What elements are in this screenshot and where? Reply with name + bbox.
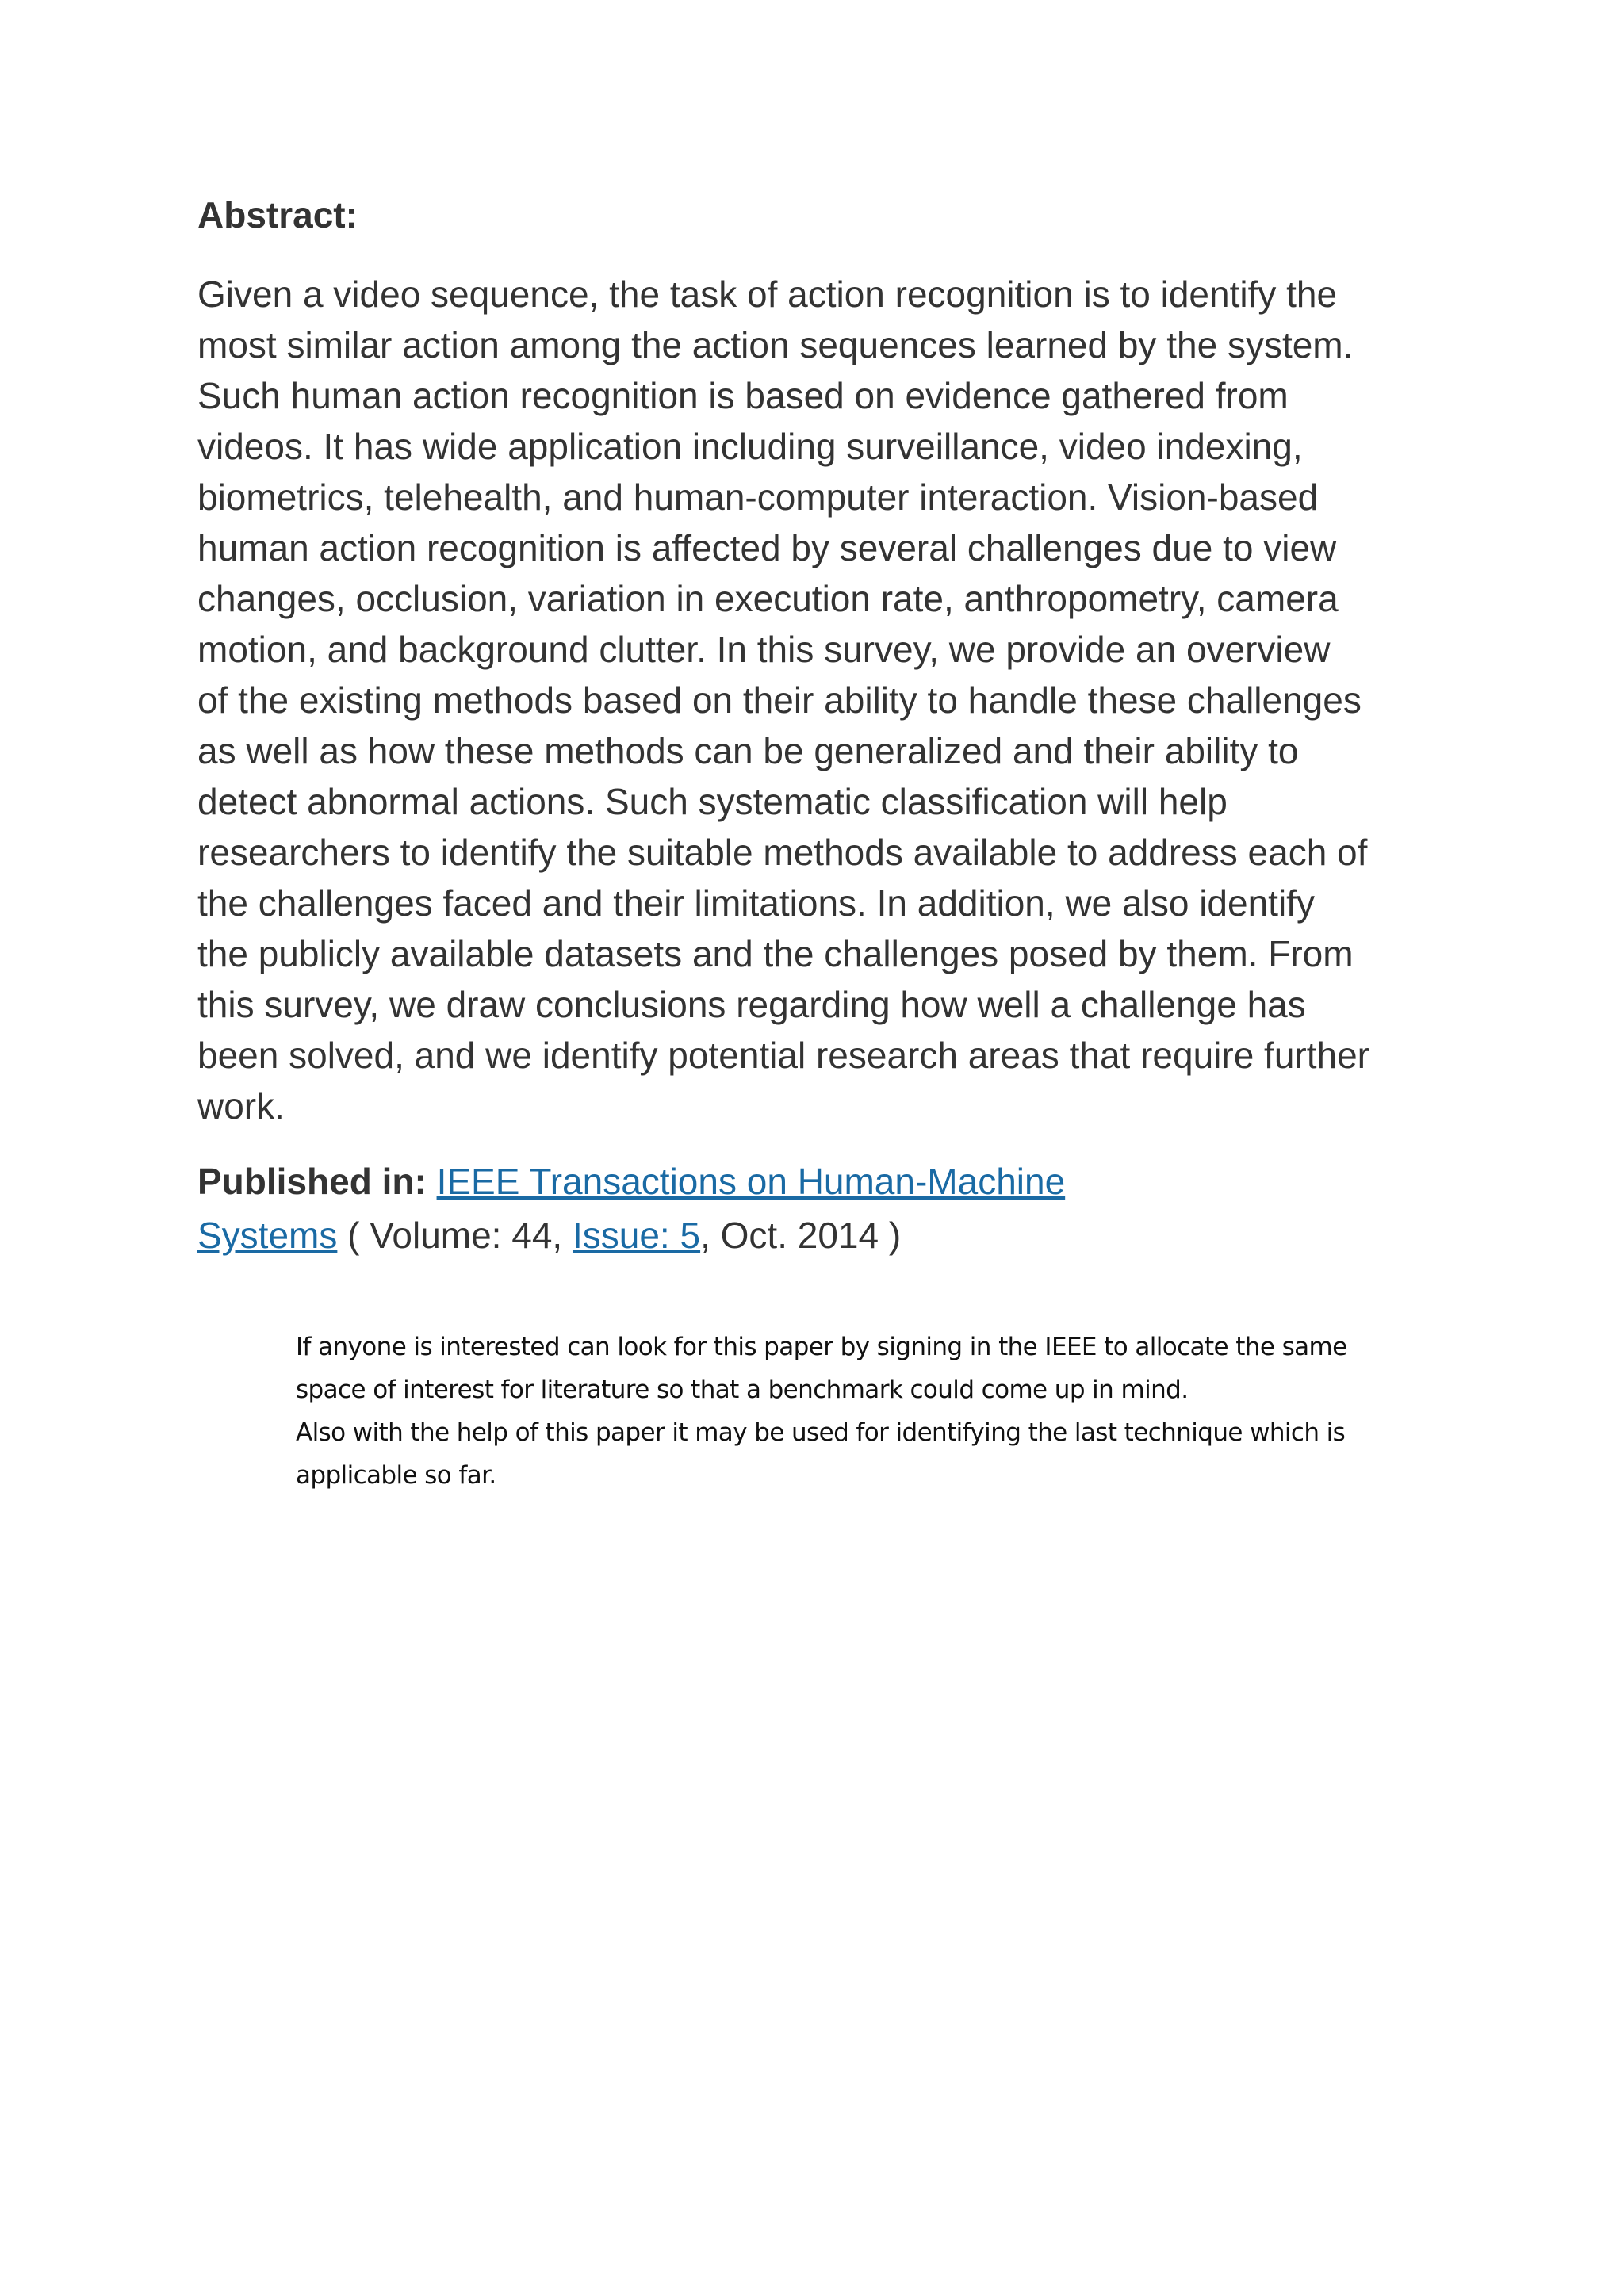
publication-line-1: [197, 1154, 1434, 1208]
note-line: Also with the help of this paper it may be used for identifying the last technique which is: [296, 1418, 1346, 1447]
abstract-line: been solved, and we identify potential research areas that require further: [197, 1035, 1369, 1076]
abstract-line: motion, and background clutter. In this survey, we provide an overview: [197, 629, 1331, 670]
abstract-line: changes, occlusion, variation in execution rate, anthropometry, camera: [197, 578, 1339, 619]
abstract-line: Such human action recognition is based on evidence gathered from: [197, 375, 1289, 416]
abstract-line: videos. It has wide application including surveillance, video indexing,: [197, 426, 1303, 467]
journal-link-continued[interactable]: Systems: [197, 1215, 338, 1256]
abstract-line: this survey, we draw conclusions regarding how well a challenge has: [197, 984, 1306, 1025]
publication-line-2: [197, 1208, 1434, 1262]
note-line: If anyone is interested can look for this paper by signing in the IEEE to allocate the same: [296, 1333, 1347, 1361]
published-label: Published in:: [197, 1161, 427, 1202]
abstract-line: of the existing methods based on their ability to handle these challenges: [197, 679, 1362, 721]
journal-link[interactable]: IEEE Transactions on Human-Machine: [436, 1161, 1066, 1202]
abstract-line: Given a video sequence, the task of action recognition is to identify the: [197, 274, 1338, 315]
abstract-line: human action recognition is affected by several challenges due to view: [197, 527, 1337, 568]
abstract-line: as well as how these methods can be generalized and their ability to: [197, 730, 1299, 771]
abstract-line: the challenges faced and their limitations. In addition, we also identify: [197, 882, 1315, 924]
volume-text: ( Volume: 44,: [337, 1215, 573, 1256]
abstract-line: detect abnormal actions. Such systematic classification will help: [197, 781, 1228, 822]
abstract-line: work.: [197, 1085, 285, 1127]
reader-note: [296, 1326, 1406, 1497]
date-text: , Oct. 2014 ): [700, 1215, 902, 1256]
note-line: space of interest for literature so that a benchmark could come up in mind.: [296, 1376, 1189, 1404]
note-line: applicable so far.: [296, 1461, 496, 1490]
abstract-heading: Abstract:: [197, 194, 358, 235]
abstract-line: biometrics, telehealth, and human-computer interaction. Vision-based: [197, 476, 1319, 518]
issue-link[interactable]: Issue: 5: [572, 1215, 701, 1256]
publication-info: [197, 1154, 1434, 1262]
abstract-line: researchers to identify the suitable methods available to address each of: [197, 832, 1368, 873]
abstract-line: the publicly available datasets and the challenges posed by them. From: [197, 933, 1354, 974]
abstract-body: [197, 269, 1434, 1131]
abstract-line: most similar action among the action sequences learned by the system.: [197, 324, 1354, 365]
